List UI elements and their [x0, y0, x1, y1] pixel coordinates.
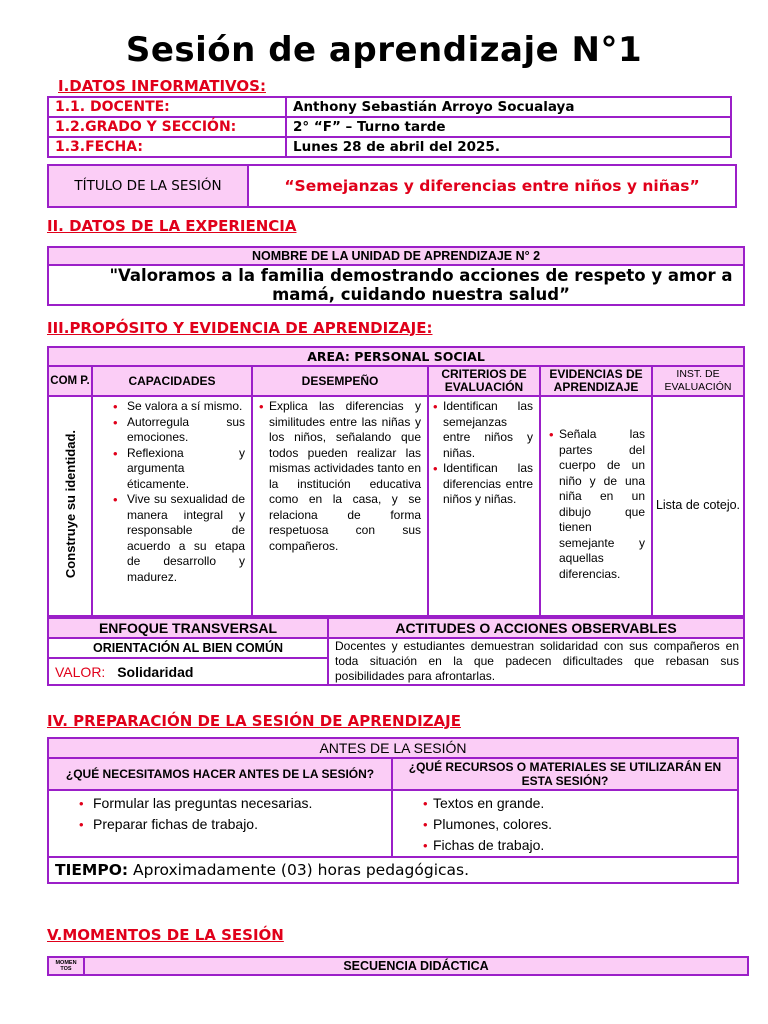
momentos-label: MOMEN TOS — [48, 957, 84, 975]
grado-value: 2° “F” – Turno tarde — [286, 117, 731, 137]
section-momentos: V.MOMENTOS DE LA SESIÓN — [47, 926, 284, 944]
col-evidencias: EVIDENCIAS DE APRENDIZAJE — [540, 366, 652, 396]
fecha-label: 1.3.FECHA: — [48, 137, 286, 157]
desempeno-text: • Explica las diferencias y similitudes entre las niñas y los niños, señalando que todos pueden realizar las mismas actividades tanto en la institución educativa como en la casa, y se relaciona de forma respetuosa con sus compañeros. — [269, 399, 421, 554]
col-competencia: COM P. — [48, 366, 92, 396]
competencia-cell — [48, 396, 92, 616]
fecha-value: Lunes 28 de abril del 2025. — [286, 137, 731, 157]
enfoque-label: ENFOQUE TRANSVERSAL — [48, 618, 328, 638]
hacer-item: • Formular las preguntas necesarias. — [93, 793, 387, 814]
criterio-item: • Identifican las diferencias entre niños y niñas. — [443, 461, 533, 508]
hacer-cell — [48, 790, 392, 857]
document-title: Sesión de aprendizaje N°1 — [125, 30, 643, 70]
valor-value: Solidaridad — [117, 663, 194, 680]
antes-label: ANTES DE LA SESIÓN — [48, 738, 738, 758]
area-label: AREA: PERSONAL SOCIAL — [48, 347, 744, 366]
recurso-item: • Fichas de trabajo. — [433, 835, 733, 856]
grado-label: 1.2.GRADO Y SECCIÓN: — [48, 117, 286, 137]
desempeno-cell — [252, 396, 428, 616]
docente-value: Anthony Sebastián Arroyo Socualaya — [286, 97, 731, 117]
instrumento-cell: Lista de cotejo. — [652, 396, 744, 616]
actitudes-label: ACTITUDES O ACCIONES OBSERVABLES — [328, 618, 744, 638]
evidencia-text: • Señala las partes del cuerpo de un niño y de una niña en un dibujo que tienen semejante y aquellas diferencias. — [559, 427, 645, 582]
q-hacer: ¿QUÉ NECESITAMOS HACER ANTES DE LA SESIÓN? — [48, 758, 392, 790]
recursos-cell — [392, 790, 738, 857]
proposito-table — [47, 346, 745, 617]
criterios-cell — [428, 396, 540, 616]
capacidad-item: • Vive su sexualidad de manera integral y responsable de acuerdo a su etapa de desarrollo y madurez. — [127, 492, 245, 585]
q-recursos: ¿QUÉ RECURSOS O MATERIALES SE UTILIZARÁN EN ESTA SESIÓN? — [392, 758, 738, 790]
tiempo-value: Aproximadamente (03) horas pedagógicas. — [128, 861, 470, 879]
orientacion-label: ORIENTACIÓN AL BIEN COMÚN — [48, 638, 328, 658]
competencia-text: Construye su identidad. — [62, 429, 78, 579]
section-datos-informativos: I.DATOS INFORMATIVOS: — [58, 77, 266, 95]
valor-cell — [48, 658, 328, 685]
unidad-table — [47, 246, 745, 306]
capacidad-item: • Autorregula sus emociones. — [127, 415, 245, 446]
criterio-item: • Identifican las semejanzas entre niños y niñas. — [443, 399, 533, 461]
tiempo-label: TIEMPO: — [55, 861, 129, 879]
capacidades-cell — [92, 396, 252, 616]
datos-table — [47, 96, 732, 158]
col-criterios: CRITERIOS DE EVALUACIÓN — [428, 366, 540, 396]
secuencia-label: SECUENCIA DIDÁCTICA — [84, 957, 748, 975]
recurso-item: • Plumones, colores. — [433, 814, 733, 835]
capacidad-item: • Reflexiona y argumenta éticamente. — [127, 446, 245, 493]
section-proposito: III.PROPÓSITO Y EVIDENCIA DE APRENDIZAJE: — [47, 319, 433, 337]
capacidad-item: • Se valora a sí mismo. — [127, 399, 245, 415]
section-preparacion: IV. PREPARACIÓN DE LA SESIÓN DE APRENDIZAJE — [47, 712, 461, 730]
titulo-label: TÍTULO DE LA SESIÓN — [48, 165, 248, 207]
titulo-table — [47, 164, 737, 208]
preparacion-table — [47, 737, 739, 884]
unidad-label: NOMBRE DE LA UNIDAD DE APRENDIZAJE N° 2 — [48, 247, 744, 265]
col-desempeno: DESEMPEÑO — [252, 366, 428, 396]
evidencia-cell — [540, 396, 652, 616]
tiempo-cell — [48, 857, 738, 883]
recurso-item: • Textos en grande. — [433, 793, 733, 814]
col-capacidades: CAPACIDADES — [92, 366, 252, 396]
hacer-item: • Preparar fichas de trabajo. — [93, 814, 387, 835]
section-datos-experiencia: II. DATOS DE LA EXPERIENCIA — [47, 217, 297, 235]
valor-label: VALOR: — [55, 663, 106, 680]
unidad-value: "Valoramos a la familia demostrando acciones de respeto y amor a mamá, cuidando nuestra salud” — [48, 265, 744, 305]
docente-label: 1.1. DOCENTE: — [48, 97, 286, 117]
momentos-table — [47, 956, 749, 976]
actitudes-text: Docentes y estudiantes demuestran solidaridad con sus compañeros en toda situación en la que padecen dificultades que rebasan sus posibilidades para afrontarlas. — [328, 638, 744, 685]
enfoque-table — [47, 617, 745, 686]
col-instrumento: INST. DE EVALUACIÓN — [652, 366, 744, 396]
titulo-value: “Semejanzas y diferencias entre niños y niñas” — [248, 165, 736, 207]
